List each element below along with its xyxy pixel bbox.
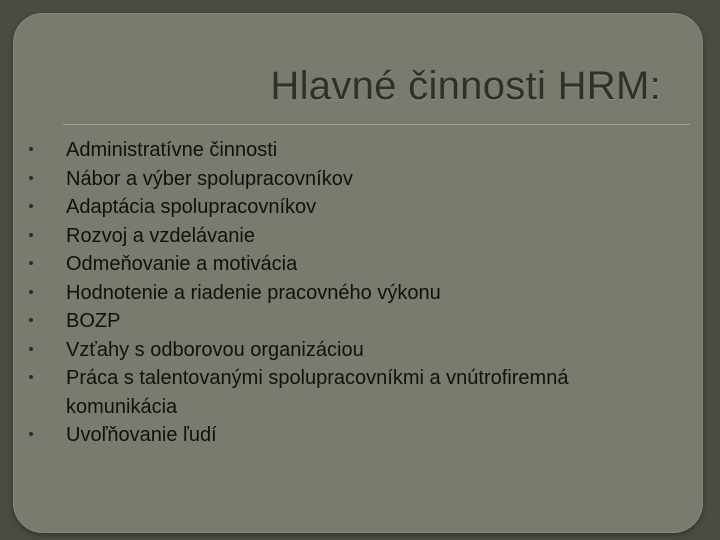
bullet-icon [29, 432, 33, 436]
title-divider [63, 124, 690, 125]
list-item [27, 250, 677, 279]
list-item [27, 222, 677, 251]
bullet-icon [29, 318, 33, 322]
bullet-icon [29, 375, 33, 379]
list-item [27, 336, 677, 365]
bullet-icon [29, 347, 33, 351]
list-item-text: Nábor a výber spolupracovníkov [66, 167, 353, 190]
slide-title: Hlavné činnosti HRM: [270, 64, 661, 108]
bullet-icon [29, 204, 33, 208]
list-item [27, 136, 677, 165]
list-item-text: Adaptácia spolupracovníkov [66, 196, 317, 218]
list-item [27, 307, 677, 336]
list-item [27, 279, 677, 308]
bullet-icon [29, 176, 33, 180]
bullet-list [27, 136, 677, 450]
bullet-icon [29, 290, 33, 294]
bullet-icon [29, 233, 33, 237]
list-item [27, 421, 677, 450]
list-item-text: Vzťahy s odborovou organizáciou [66, 338, 364, 361]
list-item-text: BOZP [66, 310, 121, 332]
bullet-icon [29, 147, 33, 151]
list-item-text: Hodnotenie a riadenie pracovného výkonu [66, 281, 441, 304]
bullet-icon [29, 261, 33, 265]
list-item-text: Rozvoj a vzdelávanie [66, 224, 255, 247]
list-item [27, 165, 677, 194]
list-item-text: Odmeňovanie a motivácia [66, 253, 298, 275]
list-item-text: Uvoľňovanie ľudí [66, 424, 217, 446]
list-item [27, 193, 677, 222]
list-item-text: Práca s talentovanými spolupracovníkmi a vnútrofiremná komunikácia [66, 367, 569, 418]
list-item [27, 364, 677, 421]
list-item-text: Administratívne činnosti [66, 139, 278, 161]
